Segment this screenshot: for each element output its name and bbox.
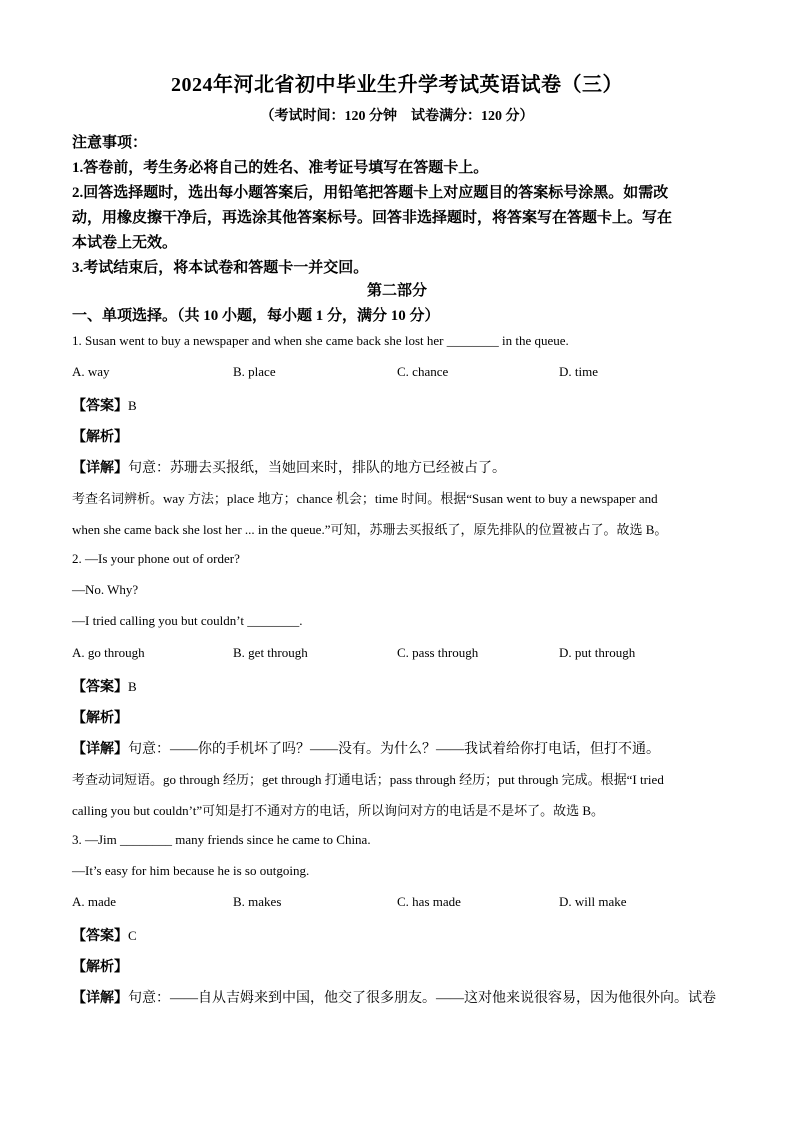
detail-label: 【详解】 <box>72 991 128 1006</box>
question-2-analysis <box>72 707 128 727</box>
analysis-label: 【解析】 <box>72 711 128 726</box>
section-heading: 一、单项选择。（共 10 小题，每小题 1 分，满分 10 分） <box>72 308 440 324</box>
question-2-option-d: D. put through <box>559 645 636 660</box>
question-2-option-a: A. go through <box>72 645 145 660</box>
detail-text: 句意：——自从吉姆来到中国，他交了很多朋友。——这对他来说很容易，因为他很外向。试卷 <box>128 991 716 1006</box>
detail-text: 句意：苏珊去买报纸，当她回来时，排队的地方已经被占了。 <box>128 461 506 476</box>
analysis-label: 【解析】 <box>72 960 128 975</box>
exam-info: （考试时间：120 分钟 试卷满分：120 分） <box>260 109 534 124</box>
question-3-option-d: D. will make <box>559 894 627 909</box>
question-2-explanation-line-2: calling you but couldn’t”可知是打不通对方的电话，所以询问对方的电话是不是坏了。故选 B。 <box>72 803 605 818</box>
question-2-explanation-line-1: 考查动词短语。go through 经历；get through 打通电话；pass through 经历；put through 完成。根据“I tried <box>72 772 664 787</box>
question-3-option-b: B. makes <box>233 894 282 909</box>
note-2-line-2: 动，用橡皮擦干净后，再选涂其他答案标号。回答非选择题时，将答案写在答题卡上。写在 <box>72 210 673 226</box>
question-1-option-c: C. chance <box>397 364 449 379</box>
answer-value: C <box>128 928 137 943</box>
question-2-detail <box>72 738 660 758</box>
question-2-stem-line-2: —No. Why? <box>72 582 139 597</box>
question-2-answer <box>72 676 137 696</box>
answer-label: 【答案】 <box>72 399 128 414</box>
note-3: 3.考试结束后，将本试卷和答题卡一并交回。 <box>72 260 369 276</box>
question-1-answer <box>72 395 137 415</box>
detail-label: 【详解】 <box>72 461 128 476</box>
question-2-stem-line-1: 2. —Is your phone out of order? <box>72 551 240 566</box>
question-3-stem-line-1: 3. —Jim ________ many friends since he came to China. <box>72 832 371 847</box>
detail-text: 句意：——你的手机坏了吗？——没有。为什么？——我试着给你打电话，但打不通。 <box>128 742 660 757</box>
question-1-detail <box>72 457 506 477</box>
question-1-option-a: A. way <box>72 364 110 379</box>
part-heading: 第二部分 <box>366 283 427 299</box>
question-1-option-b: B. place <box>233 364 276 379</box>
question-3-analysis <box>72 956 128 976</box>
analysis-label: 【解析】 <box>72 430 128 445</box>
page-title: 2024年河北省初中毕业生升学考试英语试卷（三） <box>171 74 623 96</box>
question-3-answer <box>72 925 137 945</box>
question-1-option-d: D. time <box>559 364 598 379</box>
question-3-option-c: C. has made <box>397 894 461 909</box>
answer-value: B <box>128 679 137 694</box>
question-3-option-a: A. made <box>72 894 117 909</box>
note-2-line-3: 本试卷上无效。 <box>72 235 178 251</box>
note-1: 1.答卷前，考生务必将自己的姓名、准考证号填写在答题卡上。 <box>72 160 489 176</box>
note-2-line-1: 2.回答选择题时，选出每小题答案后，用铅笔把答题卡上对应题目的答案标号涂黑。如需改 <box>72 185 669 201</box>
notes-heading: 注意事项： <box>72 135 148 151</box>
answer-label: 【答案】 <box>72 929 128 944</box>
question-1-explanation-line-1: 考查名词辨析。way 方法；place 地方；chance 机会；time 时间。根据“Susan went to buy a newspaper and <box>72 491 658 506</box>
question-3-stem-line-2: —It’s easy for him because he is so outgoing. <box>72 863 310 878</box>
question-1-analysis <box>72 426 128 446</box>
answer-label: 【答案】 <box>72 680 128 695</box>
question-3-detail <box>72 987 716 1007</box>
question-2-stem-line-3: —I tried calling you but couldn’t ________. <box>72 613 303 628</box>
answer-value: B <box>128 398 137 413</box>
question-2-option-c: C. pass through <box>397 645 479 660</box>
question-1-stem: 1. Susan went to buy a newspaper and when she came back she lost her ________ in the queue. <box>72 333 569 348</box>
detail-label: 【详解】 <box>72 742 128 757</box>
question-1-explanation-line-2: when she came back she lost her ... in the queue.”可知，苏珊去买报纸了，原先排队的位置被占了。故选 B。 <box>72 522 668 537</box>
question-2-option-b: B. get through <box>233 645 308 660</box>
